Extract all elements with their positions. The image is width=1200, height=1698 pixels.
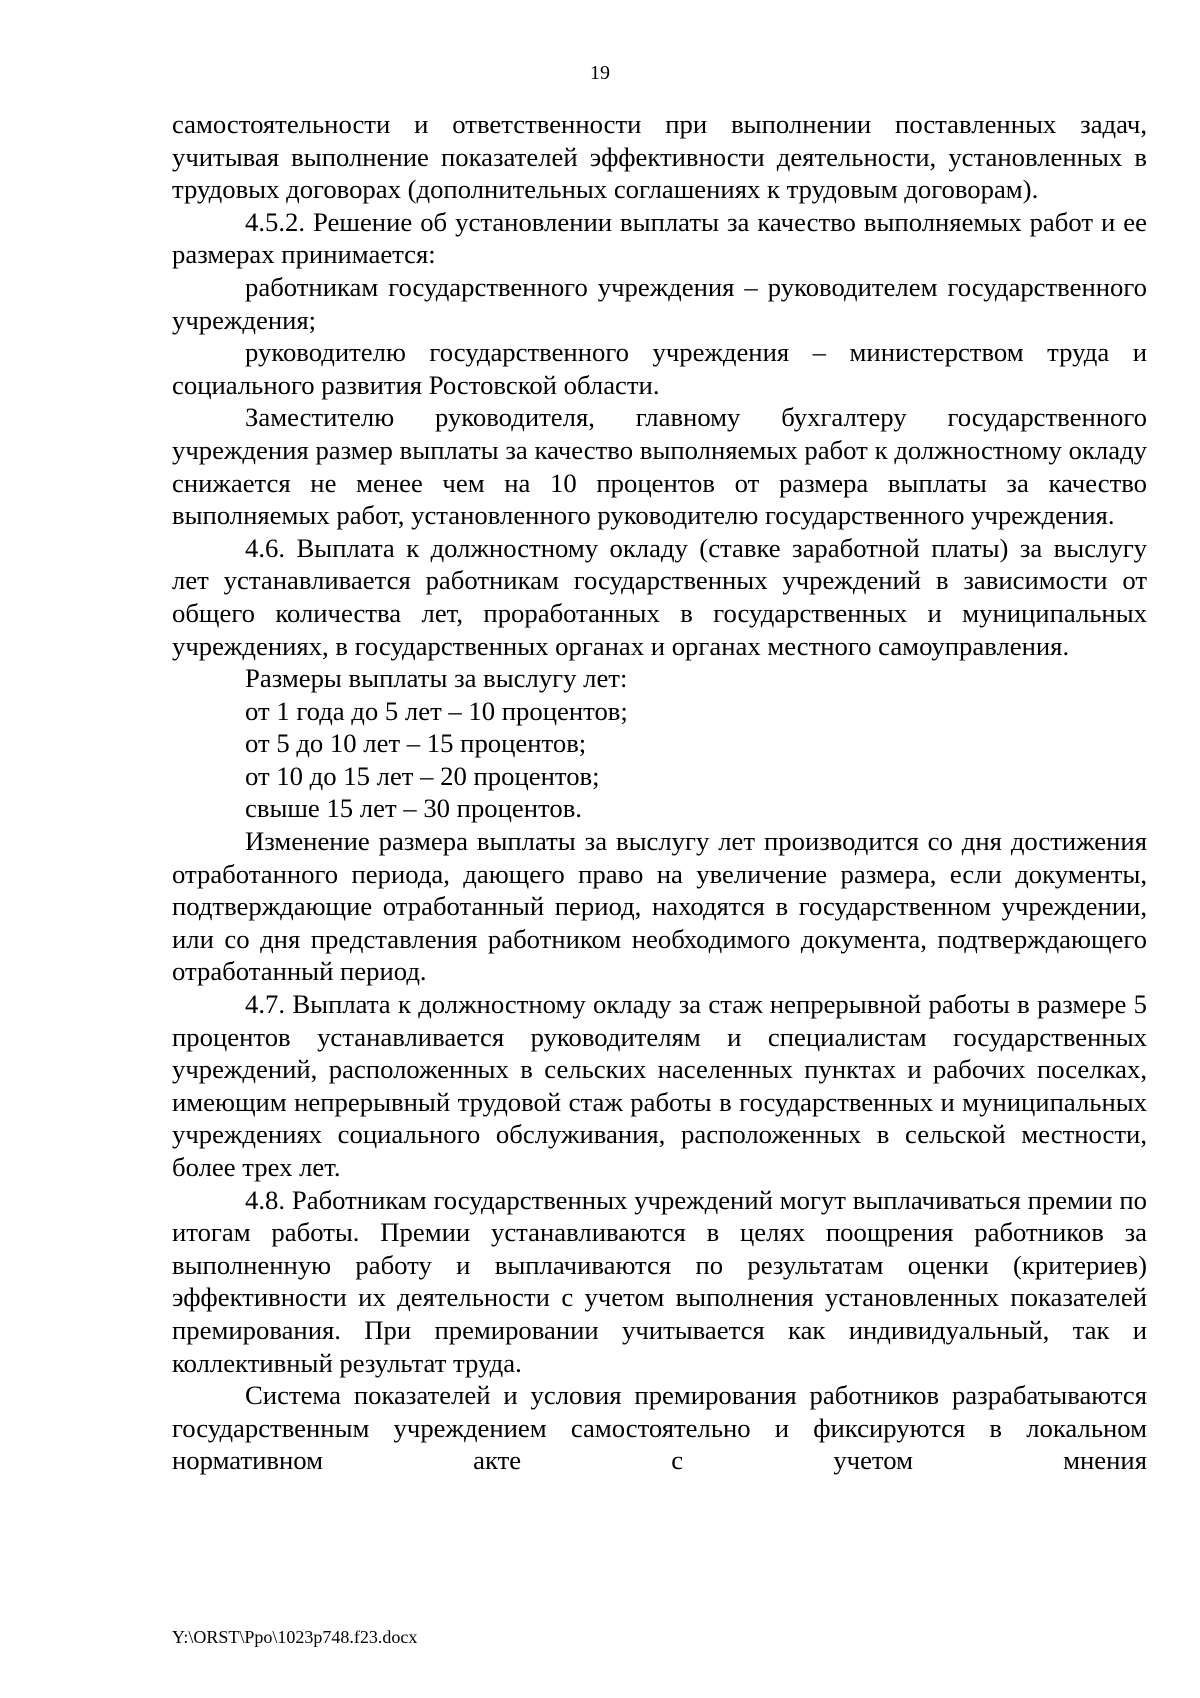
paragraph: Изменение размера выплаты за выслугу лет производится со дня достижения отработанного периода, дающего право на увеличение размера, если документы, подтверждающие отработанный период, находятся в государственном учреждении, или со дня представления работником необходимого документа, подтверждающего отработанный период. xyxy=(172,826,1147,987)
paragraph-4-6: 4.6. Выплата к должностному окладу (ставке заработной платы) за выслугу лет устанавливается работникам государственных учреждений в зависимости от общего количества лет, проработанных в государственных и муниципальных учреждениях, в государственных органах и органах местного самоуправления. xyxy=(172,532,1147,661)
list-heading: Размеры выплаты за выслугу лет: xyxy=(245,663,628,694)
list-item: от 5 до 10 лет – 15 процентов; xyxy=(245,728,587,759)
paragraph-4-5-2: 4.5.2. Решение об установлении выплаты за качество выполняемых работ и ее размерах принимается: xyxy=(172,206,1147,270)
list-item: свыше 15 лет – 30 процентов. xyxy=(245,793,582,824)
list-item: от 1 года до 5 лет – 10 процентов; xyxy=(245,695,628,726)
paragraph-4-8: 4.8. Работникам государственных учреждений могут выплачиваться премии по итогам работы. Премии устанавливаются в целях поощрения работников за выполненную работу и выплачиваются по результатам оценки (критериев) эффективности их деятельности с учетом выполнения установленных показателей премирования. При премировании учитывается как индивидуальный, так и коллективный результат труда. xyxy=(172,1184,1147,1378)
paragraph-4-7: 4.7. Выплата к должностному окладу за стаж непрерывной работы в размере 5 процентов устанавливается руководителям и специалистам государственных учреждений, расположенных в сельских населенных пунктах и рабочих поселках, имеющим непрерывный трудовой стаж работы в государственных и муниципальных учреждениях социального обслуживания, расположенных в сельской местности, более трех лет. xyxy=(172,989,1147,1182)
footer-file-path: Y:\ORST\Ppo\1023p748.f23.docx xyxy=(172,1627,418,1647)
paragraph: самостоятельности и ответственности при выполнении поставленных задач, учитывая выполнение показателей эффективности деятельности, установленных в трудовых договорах (дополнительных соглашениях к трудовым договорам). xyxy=(172,109,1147,205)
paragraph: работникам государственного учреждения – руководителем государственного учреждения; xyxy=(172,271,1147,335)
list-item: от 10 до 15 лет – 20 процентов; xyxy=(245,760,600,791)
paragraph: руководителю государственного учреждения – министерством труда и социального развития Ростовской области. xyxy=(172,337,1147,400)
paragraph: Система показателей и условия премирования работников разрабатываются государственным учреждением самостоятельно и фиксируются в локальном нормативном акте с учетом мнения xyxy=(172,1380,1147,1476)
page-number: 19 xyxy=(590,62,610,84)
paragraph: Заместителю руководителя, главному бухгалтеру государственного учреждения размер выплаты за качество выполняемых работ к должностному окладу снижается не менее чем на 10 процентов от размера выплаты за качество выполняемых работ, установленного руководителю государственного учреждения. xyxy=(172,402,1147,531)
document-body xyxy=(172,108,1147,1477)
